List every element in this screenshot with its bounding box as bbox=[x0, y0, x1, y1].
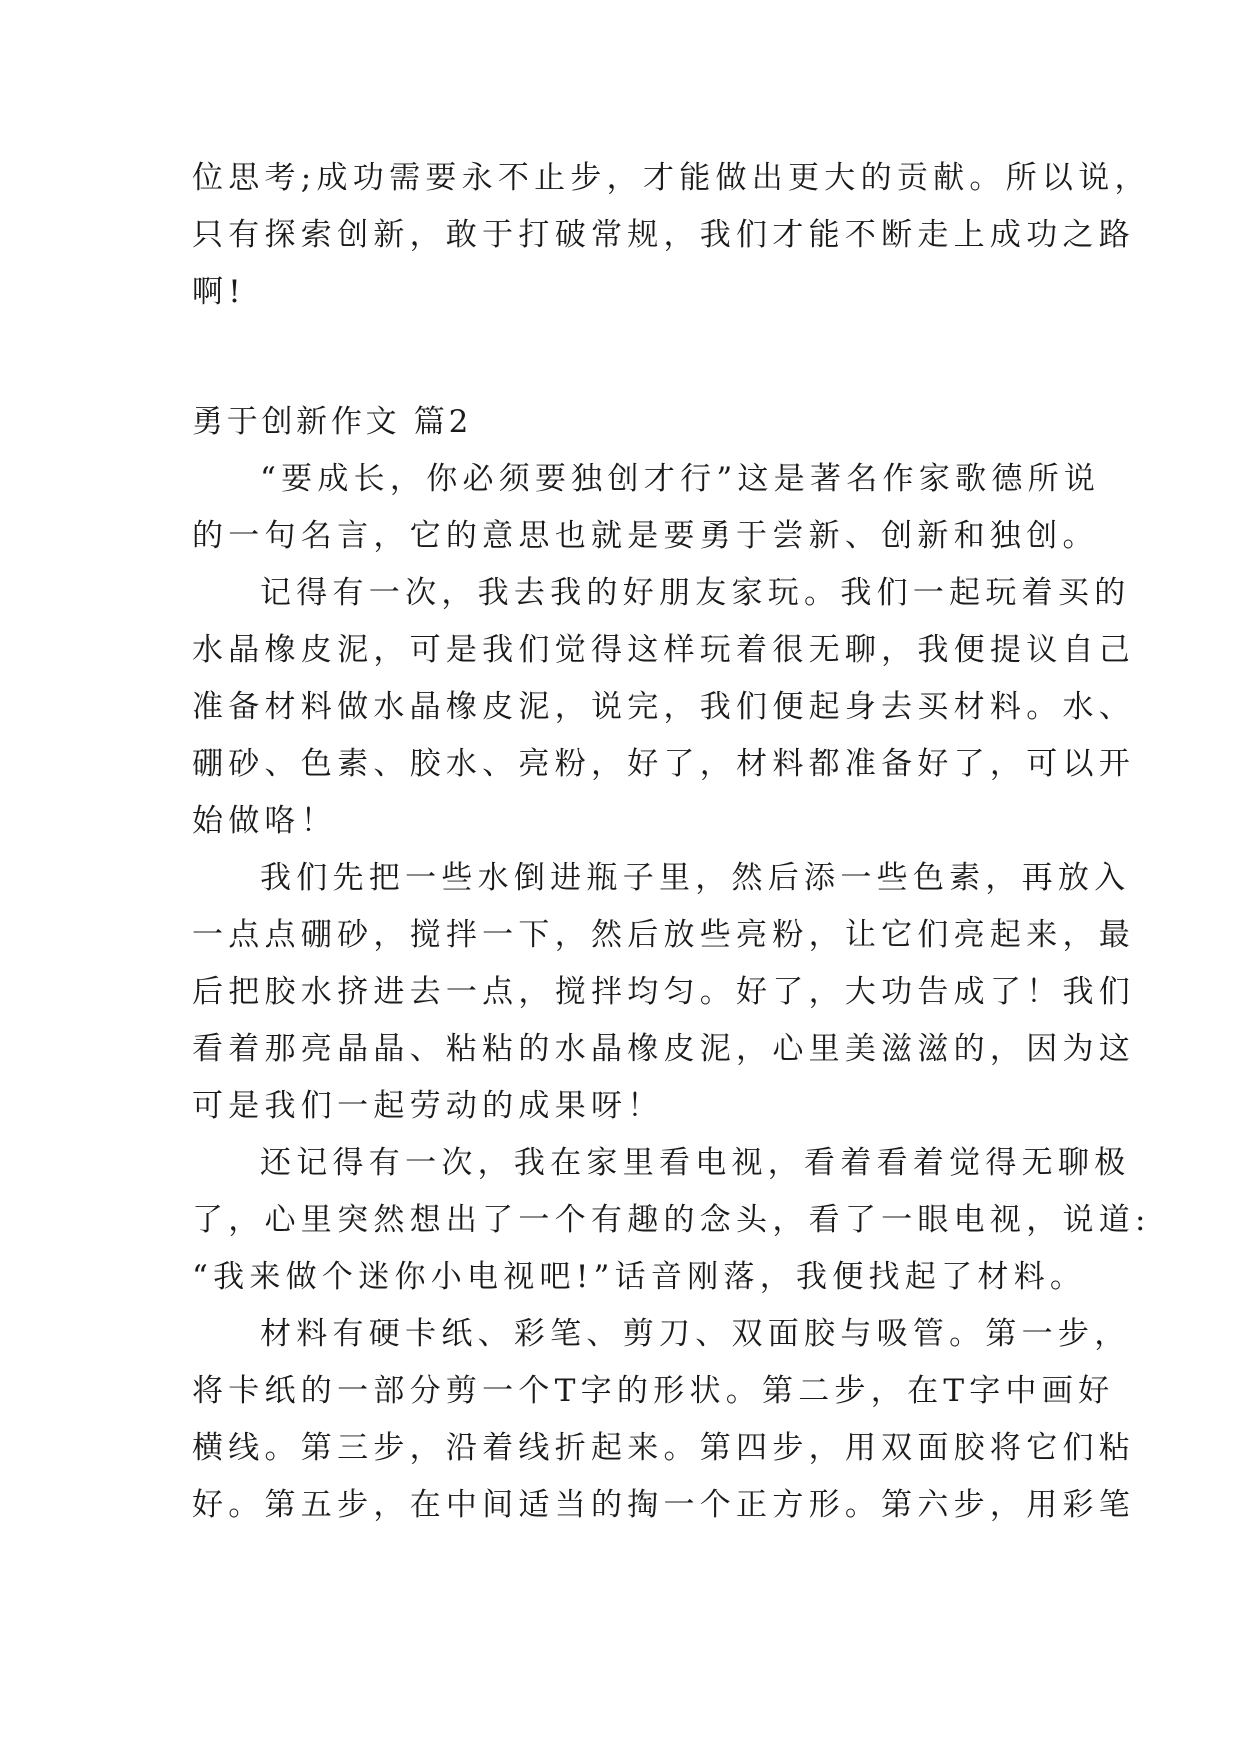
body-text-line: “要成长，你必须要独创才行”这是著名作家歌德所说 bbox=[260, 461, 1101, 497]
body-text-line: 材料有硬卡纸、彩笔、剪刀、双面胶与吸管。第一步， bbox=[260, 1316, 1131, 1352]
body-text-line: 我们先把一些水倒进瓶子里，然后添一些色素，再放入 bbox=[260, 860, 1131, 896]
body-text-line: 后把胶水挤进去一点，搅拌均匀。好了，大功告成了！我们 bbox=[192, 974, 1136, 1010]
body-text-line: 始做咯！ bbox=[192, 803, 338, 839]
body-text-line: 了，心里突然想出了一个有趣的念头，看了一眼电视，说道: bbox=[192, 1202, 1151, 1238]
body-text-line: 将卡纸的一部分剪一个T字的形状。第二步，在T字中画好 bbox=[192, 1373, 1115, 1409]
body-text-line: 还记得有一次，我在家里看电视，看着看着觉得无聊极 bbox=[260, 1145, 1131, 1181]
body-text-line: 位思考;成功需要永不止步，才能做出更大的贡献。所以说， bbox=[192, 160, 1151, 196]
body-text-line: 可是我们一起劳动的成果呀！ bbox=[192, 1088, 664, 1124]
body-text-line: 记得有一次，我去我的好朋友家玩。我们一起玩着买的 bbox=[260, 575, 1131, 611]
body-text-line: 准备材料做水晶橡皮泥，说完，我们便起身去买材料。水、 bbox=[192, 689, 1136, 725]
body-text-line: 啊! bbox=[192, 274, 246, 310]
body-text-line: “我来做个迷你小电视吧!”话音刚落，我便找起了材料。 bbox=[192, 1259, 1087, 1295]
body-text-line: 一点点硼砂，搅拌一下，然后放些亮粉，让它们亮起来，最 bbox=[192, 917, 1136, 953]
section-heading: 勇于创新作文 篇2 bbox=[192, 404, 473, 440]
body-text-line: 看着那亮晶晶、粘粘的水晶橡皮泥，心里美滋滋的，因为这 bbox=[192, 1031, 1136, 1067]
body-text-line: 横线。第三步，沿着线折起来。第四步，用双面胶将它们粘 bbox=[192, 1430, 1136, 1466]
body-text-line: 硼砂、色素、胶水、亮粉，好了，材料都准备好了，可以开 bbox=[192, 746, 1136, 782]
body-text-line: 的一句名言，它的意思也就是要勇于尝新、创新和独创。 bbox=[192, 518, 1099, 554]
body-text-line: 水晶橡皮泥，可是我们觉得这样玩着很无聊，我便提议自己 bbox=[192, 632, 1136, 668]
body-text-line: 好。第五步，在中间适当的掏一个正方形。第六步，用彩笔 bbox=[192, 1487, 1136, 1523]
body-text-line: 只有探索创新，敢于打破常规，我们才能不断走上成功之路 bbox=[192, 217, 1136, 253]
